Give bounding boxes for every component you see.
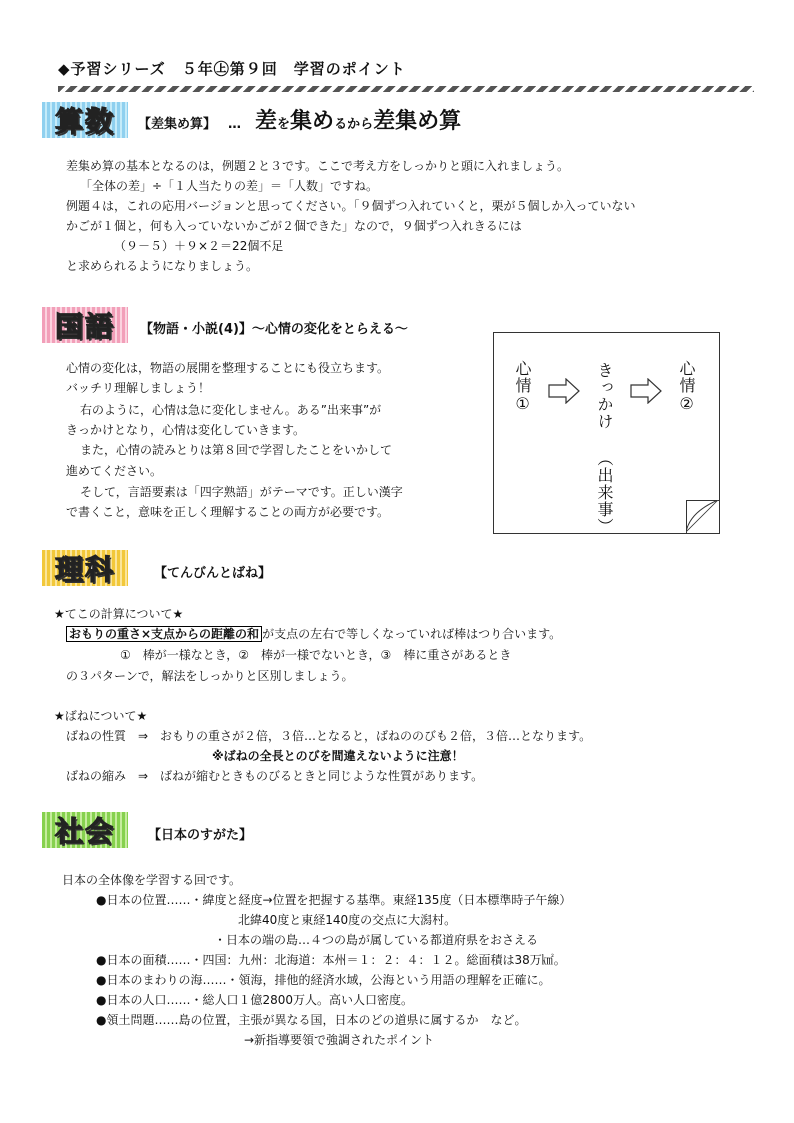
math-line-1: 差集め算の基本となるのは，例題２と３です。ここで考え方をしっかりと頭に入れましょう。 xyxy=(66,159,570,173)
spring-warning: ※ばねの全長とのびを間違えないように注意！ xyxy=(212,749,464,763)
diagram-middle-sub: （出来事） xyxy=(595,450,614,535)
math-title-3: 集め xyxy=(290,109,335,134)
arrow-right-icon-2 xyxy=(630,378,662,404)
japanese-line-1: 心情の変化は，物語の展開を整理することにも役立ちます。 xyxy=(66,361,390,375)
fold-shape xyxy=(686,500,719,533)
math-title-1: 差 xyxy=(255,109,278,134)
math-line-3: 例題４は，これの応用バージョンと思ってください。「９個ずつ入れていくと，栗が５個しか入っていない xyxy=(66,199,636,213)
social-title: 【日本のすがた】 xyxy=(148,828,253,843)
page-header: ◆予習シリーズ ５年㊤第９回 学習のポイント xyxy=(58,60,406,78)
math-badge: 算数 xyxy=(42,102,128,138)
japanese-line-5: また，心情の読みとりは第８回で学習したことをいかして xyxy=(80,443,393,457)
spring-shrink: ばねの縮み ⇒ ばねが縮むときものびるときと同じような性質があります。 xyxy=(66,769,484,783)
diagram-middle: きっかけ xyxy=(595,362,614,430)
social-badge: 社会 xyxy=(42,812,128,848)
lever-heading: ★てこの計算について★ xyxy=(54,607,184,621)
lever-rule-text: が支点の左右で等しくなっていれば棒はつり合います。 xyxy=(262,627,562,641)
header-stripe xyxy=(58,86,754,92)
social-line-6: ●日本のまわりの海……・領海，排他的経済水域，公海という用語の理解を正確に。 xyxy=(96,973,551,987)
japanese-line-7: そして，言語要素は「四字熟語」がテーマです。正しい漢字 xyxy=(80,485,403,499)
arrow-right-icon xyxy=(548,378,580,404)
math-line-5: （９－５）＋９×２＝22個不足 xyxy=(114,239,284,253)
math-tag: 【差集め算】 xyxy=(138,117,217,132)
social-line-5: ●日本の面積……・四国：九州：北海道：本州＝１：２：４：１２。総面積は38万㎢。 xyxy=(96,953,566,967)
lever-rule xyxy=(66,624,561,644)
social-line-1: 日本の全体像を学習する回です。 xyxy=(62,873,242,887)
social-line-4: ・日本の端の島…４つの島が属している都道府県をおさえる xyxy=(214,933,539,947)
spring-heading: ★ばねについて★ xyxy=(54,709,148,723)
lever-key-formula: おもりの重さ×支点からの距離の和 xyxy=(66,626,262,642)
social-line-2: ●日本の位置……・緯度と経度→位置を把握する基準。東経135度（日本標準時子午線） xyxy=(96,893,572,907)
math-line-6: と求められるようになりましょう。 xyxy=(66,259,259,273)
spring-property: ばねの性質 ⇒ おもりの重さが２倍，３倍…となると，ばねののびも２倍，３倍…となります。 xyxy=(66,729,592,743)
japanese-line-3: 右のように，心情は急に変化しません。ある”出来事”が xyxy=(80,403,382,417)
social-line-7: ●日本の人口……・総人口１億2800万人。高い人口密度。 xyxy=(96,993,414,1007)
japanese-line-4: きっかけとなり，心情は変化していきます。 xyxy=(66,423,306,437)
japanese-badge: 国語 xyxy=(42,307,128,343)
math-title-5: 差集め算 xyxy=(373,109,462,134)
math-title-4: るから xyxy=(334,117,374,132)
social-line-3: 北緯40度と東経140度の交点に大潟村。 xyxy=(238,913,457,927)
science-badge: 理科 xyxy=(42,550,128,586)
japanese-line-8: で書くこと，意味を正しく理解することの両方が必要です。 xyxy=(66,505,390,519)
lever-note: の３パターンで，解法をしっかりと区別しましょう。 xyxy=(66,669,354,683)
math-heading xyxy=(138,104,461,135)
diagram-left: 心情① xyxy=(513,360,532,414)
diagram-right: 心情② xyxy=(677,360,696,414)
japanese-title: 【物語・小説(4)】～心情の変化をとらえる～ xyxy=(140,322,408,337)
science-title: 【てんびんとばね】 xyxy=(154,566,272,581)
math-dots: … xyxy=(228,117,242,132)
math-line-4: かごが１個と，何も入っていないかごが２個できた」なので，９個ずつ入れきるには xyxy=(66,219,522,233)
math-line-2: 「全体の差」÷「１人当たりの差」＝「人数」ですね。 xyxy=(80,179,379,193)
japanese-line-2: バッチリ理解しましょう！ xyxy=(66,381,211,395)
social-line-9: →新指導要領で強調されたポイント xyxy=(244,1033,435,1047)
math-title-2: を xyxy=(277,117,291,132)
social-line-8: ●領土問題……島の位置，主張が異なる国，日本のどの道県に属するか など。 xyxy=(96,1013,527,1027)
japanese-line-6: 進めてください。 xyxy=(66,464,163,478)
lever-cases: ① 棒が一様なとき，② 棒が一様でないとき，③ 棒に重さがあるとき xyxy=(120,648,512,662)
